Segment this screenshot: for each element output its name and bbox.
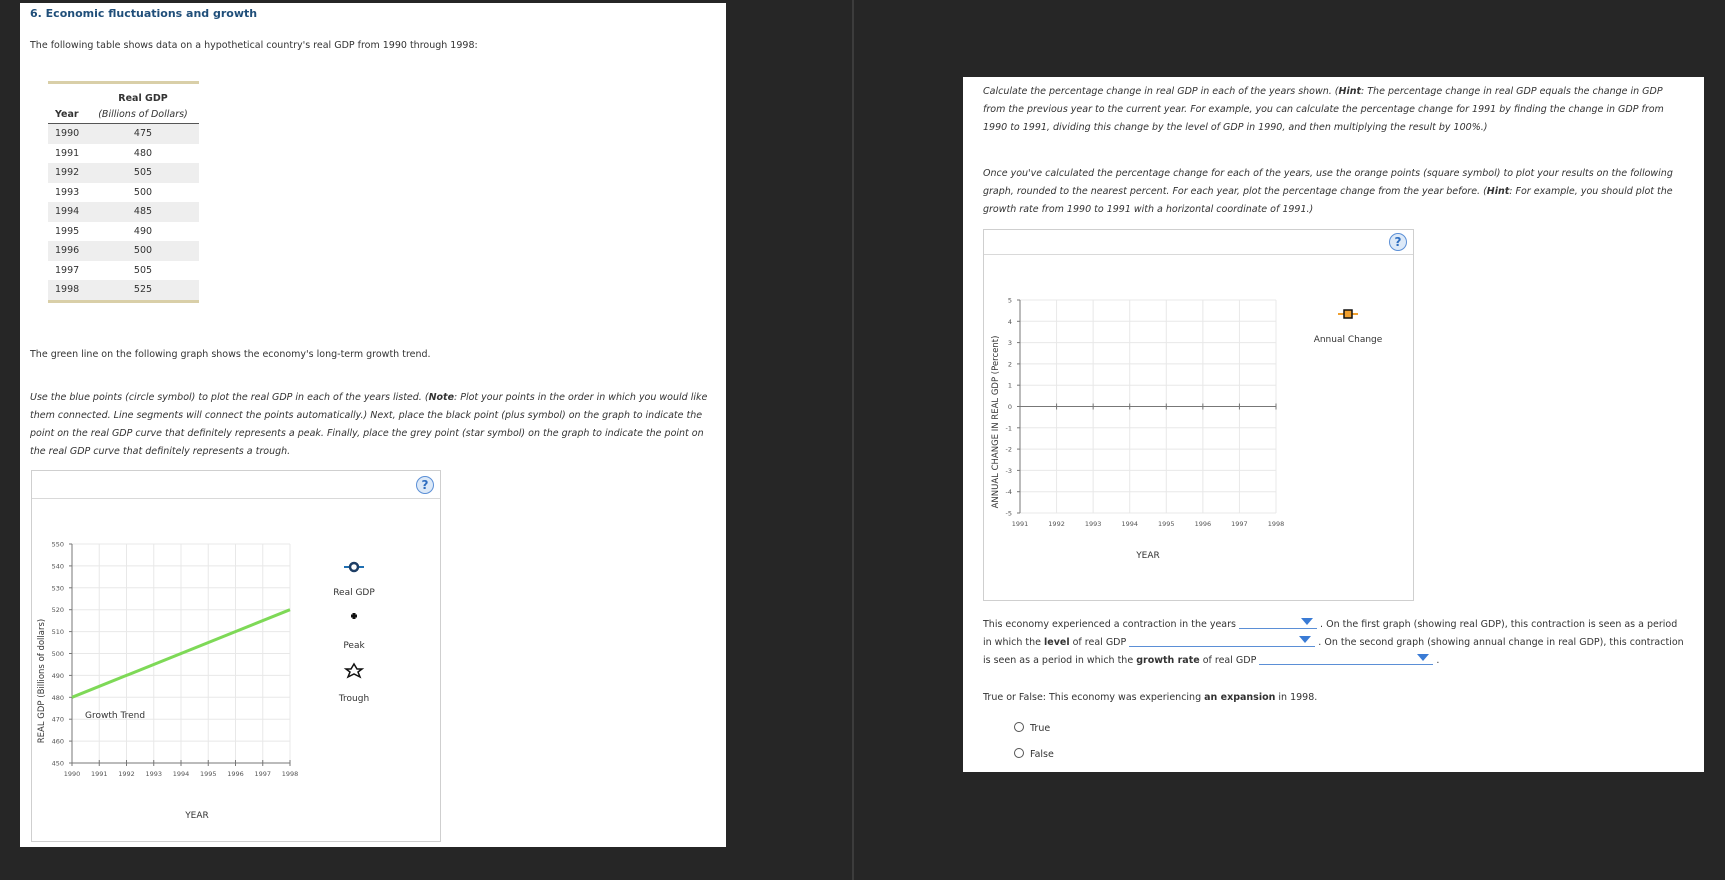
legend-trough-label: Trough (338, 694, 370, 704)
year-cell: 1996 (48, 241, 87, 261)
trend-note: The green line on the following graph shows the economy's long-term growth trend. (30, 349, 431, 360)
help-icon[interactable]: ? (416, 476, 434, 494)
gdp-cell: 480 (133, 147, 153, 159)
x-tick-label: 1998 (1267, 520, 1285, 528)
y-tick-label: -3 (1005, 466, 1012, 475)
legend-peak-label: Peak (343, 641, 365, 651)
year-cell: 1997 (55, 264, 80, 276)
table-row (48, 222, 199, 242)
year-cell: 1994 (48, 202, 87, 222)
y-axis-label: REAL GDP (Billions of dollars) (37, 618, 47, 744)
y-tick-label: -1 (1005, 424, 1012, 433)
y-tick-label: 4 (1007, 317, 1012, 326)
y-tick-label: 450 (51, 759, 64, 768)
x-tick-label: 1995 (199, 770, 217, 778)
contraction-years-dropdown[interactable] (1239, 617, 1317, 628)
col-header-year: Year (48, 106, 87, 124)
legend-real-gdp[interactable] (344, 563, 364, 571)
col-header-gdp-unit: (Billions of Dollars) (87, 106, 199, 124)
gdp-cell: 525 (87, 280, 199, 301)
gdp-cell: 505 (133, 264, 153, 276)
table-row (48, 124, 199, 144)
year-cell: 1993 (55, 186, 80, 198)
y-tick-label: 510 (51, 628, 64, 637)
year-cell: 1998 (48, 280, 87, 301)
chevron-down-icon (1299, 636, 1311, 643)
x-tick-label: 1993 (1084, 520, 1102, 528)
calc-instructions: Calculate the percentage change in real GDP in each of the years shown. (Hint: The percentage change in real GDP equals the change in GDP from the previous year to the current year. For example, you can calculate the percentage change for 1991 by finding the change in GDP from 1990 to 1991, dividing this change by the level of GDP in 1990, and then multiplying the result by 100%.) (983, 86, 1664, 133)
x-tick-label: 1997 (254, 770, 272, 778)
question-title: 6. Economic fluctuations and growth (30, 7, 258, 20)
growth-rate-dropdown[interactable] (1259, 653, 1433, 664)
legend-peak[interactable] (351, 613, 357, 619)
x-axis-label: YEAR (185, 811, 209, 821)
x-tick-label: 1994 (172, 770, 190, 778)
x-tick-label: 1990 (63, 770, 81, 778)
y-tick-label: -5 (1005, 509, 1012, 518)
y-tick-label: 2 (1007, 360, 1012, 369)
x-tick-label: 1991 (90, 770, 108, 778)
y-axis-label: ANNUAL CHANGE IN REAL GDP (Percent) (991, 335, 1001, 509)
real-gdp-graph-panel (31, 470, 441, 842)
gdp-cell: 505 (87, 163, 199, 183)
y-tick-label: 470 (51, 715, 64, 724)
real-gdp-chart[interactable] (32, 471, 440, 841)
chevron-down-icon (1301, 618, 1313, 625)
level-dropdown[interactable] (1129, 635, 1315, 646)
x-tick-label: 1992 (1048, 520, 1065, 528)
table-row (48, 280, 199, 301)
left-question-panel (20, 3, 726, 847)
intro-text: The following table shows data on a hypothetical country's real GDP from 1990 through 1998: (30, 40, 478, 51)
x-tick-label: 1996 (1194, 520, 1212, 528)
year-cell: 1995 (55, 225, 80, 237)
radio-false[interactable]: False (1014, 748, 1054, 760)
legend-annual-change[interactable] (1338, 310, 1358, 318)
radio-circle-icon (1014, 722, 1024, 732)
gdp-cell: 475 (87, 124, 199, 144)
table-row (48, 241, 199, 261)
x-tick-label: 1997 (1231, 520, 1248, 528)
y-tick-label: 1 (1007, 381, 1012, 390)
y-tick-label: 500 (51, 650, 64, 658)
y-tick-label: 490 (51, 671, 64, 680)
true-false-question: True or False: This economy was experiencing an expansion in 1998. (983, 692, 1318, 703)
legend-annual-change-label: Annual Change (1313, 335, 1383, 345)
x-tick-label: 1995 (1158, 520, 1175, 528)
x-tick-label: 1994 (1121, 520, 1138, 528)
year-cell: 1991 (55, 147, 80, 159)
y-tick-label: 0 (1007, 403, 1012, 411)
gdp-table (48, 81, 199, 303)
chevron-down-icon (1417, 654, 1429, 661)
star-icon (346, 664, 362, 677)
annual-change-graph-panel (983, 229, 1414, 601)
year-cell: 1992 (48, 163, 87, 183)
y-tick-label: 540 (51, 562, 64, 571)
x-tick-label: 1996 (227, 770, 244, 778)
plus-icon (351, 613, 357, 619)
gdp-cell: 490 (133, 225, 153, 237)
y-tick-label: -4 (1005, 488, 1012, 497)
y-tick-label: 480 (51, 693, 64, 702)
year-cell: 1990 (48, 124, 87, 144)
gdp-cell: 500 (133, 186, 153, 198)
y-tick-label: 3 (1007, 339, 1012, 348)
annual-change-chart[interactable] (984, 230, 1413, 600)
gdp-cell: 500 (87, 241, 199, 261)
x-tick-label: 1993 (145, 770, 163, 778)
x-tick-label: 1991 (1011, 520, 1029, 528)
col-header-gdp-title: Real GDP (118, 92, 168, 104)
square-icon (1344, 310, 1352, 318)
help-icon[interactable]: ? (1389, 233, 1407, 251)
gdp-cell: 485 (87, 202, 199, 222)
x-tick-label: 1998 (281, 770, 299, 778)
y-tick-label: 460 (51, 737, 64, 746)
contraction-question: This economy experienced a contraction in the years . On the first graph (showing real GDP), this contraction is seen as a period in which the level of real GDP . On the second graph (showing annual change in real GDP), this contraction is seen as a period in which the growth rate of real GDP . (983, 619, 1684, 666)
table-row (48, 163, 199, 183)
y-tick-label: 530 (51, 584, 64, 593)
x-tick-label: 1992 (118, 770, 135, 778)
x-axis-label: YEAR (1136, 551, 1160, 561)
table-row (48, 261, 199, 281)
growth-trend-label: Growth Trend (85, 711, 146, 721)
circle-icon (350, 563, 358, 571)
y-tick-label: 5 (1007, 296, 1012, 305)
legend-trough[interactable] (346, 664, 362, 677)
table-row (48, 183, 199, 203)
right-question-panel (963, 77, 1704, 772)
legend-real-gdp-label: Real GDP (333, 588, 375, 598)
pane-divider[interactable] (852, 0, 854, 880)
plot-growth-instructions: Once you've calculated the percentage change for each of the years, use the orange points (square symbol) to plot your results on the following graph, rounded to the nearest percent. For each year, plot the percentage change from the year before. (Hint: For example, you should plot the growth rate from 1990 to 1991 with a horizontal coordinate of 1991.) (983, 168, 1673, 215)
table-row (48, 202, 199, 222)
y-tick-label: -2 (1005, 445, 1012, 454)
plot-instructions: Use the blue points (circle symbol) to plot the real GDP in each of the years listed. (Note: Plot your points in the order in which you would like them connected. Line segments will connect the points automatically.) Next, place the black point (plus symbol) on the graph to indicate the point on the real GDP curve that definitely represents a peak. Finally, place the grey point (star symbol) on the graph to indicate the point on the real GDP curve that definitely represents a trough. (30, 392, 708, 457)
radio-circle-icon (1014, 748, 1024, 758)
radio-true[interactable]: True (1014, 722, 1050, 734)
y-tick-label: 520 (51, 606, 64, 615)
y-tick-label: 550 (51, 540, 64, 549)
table-row (48, 144, 199, 164)
